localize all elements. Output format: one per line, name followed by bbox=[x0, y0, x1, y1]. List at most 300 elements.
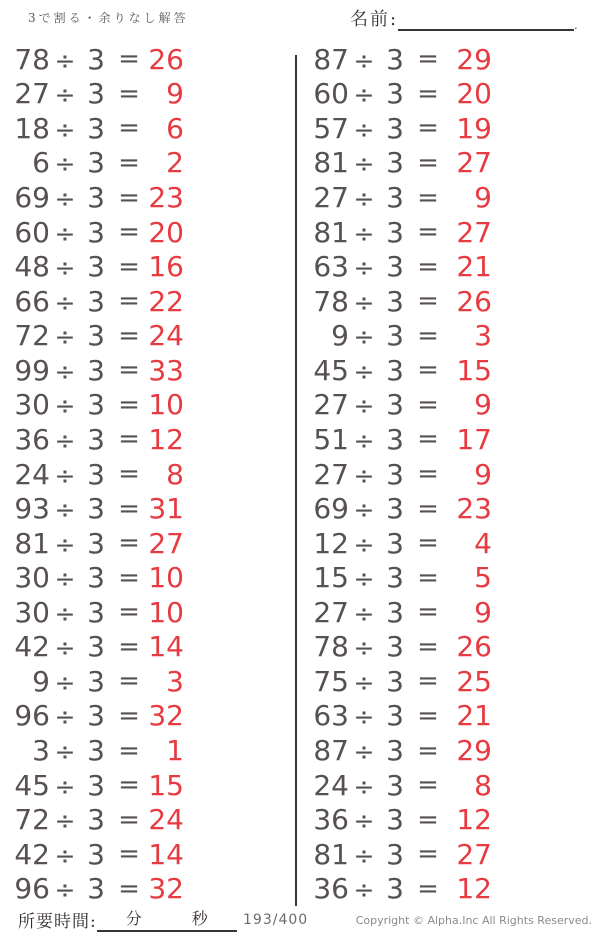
divide-operator: ÷ bbox=[353, 460, 375, 490]
problem-row bbox=[307, 319, 492, 354]
divide-operator: ÷ bbox=[54, 840, 76, 870]
divisor-value: 3 bbox=[386, 664, 404, 698]
divide-operator: ÷ bbox=[353, 149, 375, 179]
divide-operator: ÷ bbox=[54, 598, 76, 628]
divisor-value: 3 bbox=[87, 595, 105, 629]
page-number: 193/400 bbox=[243, 912, 309, 928]
problem-row bbox=[8, 630, 184, 665]
divisor-value: 3 bbox=[386, 146, 404, 180]
equals-sign: = bbox=[417, 286, 439, 317]
dividend-value: 81 bbox=[14, 526, 50, 560]
dividend-value: 27 bbox=[313, 181, 349, 215]
name-label: 名前: bbox=[350, 9, 399, 30]
divisor-value: 3 bbox=[87, 353, 105, 387]
problem-row bbox=[307, 111, 492, 146]
answer-value: 12 bbox=[148, 422, 184, 456]
equals-sign: = bbox=[417, 597, 439, 628]
equals-sign: = bbox=[118, 770, 140, 801]
divisor-value: 3 bbox=[87, 872, 105, 906]
divide-operator: ÷ bbox=[54, 149, 76, 179]
answer-value: 20 bbox=[456, 77, 492, 111]
problem-row bbox=[8, 388, 184, 423]
problems-column-left bbox=[8, 42, 184, 906]
dividend-value: 51 bbox=[313, 422, 349, 456]
divide-operator: ÷ bbox=[353, 598, 375, 628]
divide-operator: ÷ bbox=[353, 45, 375, 75]
equals-sign: = bbox=[118, 459, 140, 490]
answer-value: 9 bbox=[474, 181, 492, 215]
dividend-value: 93 bbox=[14, 492, 50, 526]
divisor-value: 3 bbox=[386, 250, 404, 284]
answer-value: 10 bbox=[148, 595, 184, 629]
divide-operator: ÷ bbox=[353, 529, 375, 559]
equals-sign: = bbox=[417, 113, 439, 144]
answer-value: 32 bbox=[148, 699, 184, 733]
answer-value: 2 bbox=[166, 146, 184, 180]
divisor-value: 3 bbox=[386, 630, 404, 664]
divisor-value: 3 bbox=[87, 319, 105, 353]
equals-sign: = bbox=[118, 182, 140, 213]
name-field bbox=[350, 5, 578, 31]
problem-row bbox=[307, 630, 492, 665]
problem-row bbox=[8, 111, 184, 146]
problem-row bbox=[307, 491, 492, 526]
equals-sign: = bbox=[417, 217, 439, 248]
divide-operator: ÷ bbox=[353, 218, 375, 248]
answer-value: 9 bbox=[166, 77, 184, 111]
answer-value: 33 bbox=[148, 353, 184, 387]
equals-sign: = bbox=[118, 286, 140, 317]
divisor-value: 3 bbox=[386, 353, 404, 387]
equals-sign: = bbox=[417, 424, 439, 455]
dividend-value: 27 bbox=[313, 457, 349, 491]
divisor-value: 3 bbox=[87, 422, 105, 456]
divide-operator: ÷ bbox=[54, 391, 76, 421]
equals-sign: = bbox=[417, 528, 439, 559]
problem-row bbox=[8, 664, 184, 699]
problem-row bbox=[8, 353, 184, 388]
dividend-value: 15 bbox=[313, 561, 349, 595]
divide-operator: ÷ bbox=[54, 737, 76, 767]
dividend-value: 30 bbox=[14, 561, 50, 595]
equals-sign: = bbox=[417, 873, 439, 904]
page-title: 3で割る・余りなし解答 bbox=[28, 11, 189, 25]
name-underline bbox=[398, 7, 574, 31]
dividend-value: 87 bbox=[313, 734, 349, 768]
equals-sign: = bbox=[417, 562, 439, 593]
dividend-value: 24 bbox=[313, 768, 349, 802]
problem-row bbox=[8, 595, 184, 630]
equals-sign: = bbox=[417, 44, 439, 75]
problem-row bbox=[8, 768, 184, 803]
column-divider bbox=[295, 55, 297, 906]
answer-value: 16 bbox=[148, 250, 184, 284]
divisor-value: 3 bbox=[386, 526, 404, 560]
dividend-value: 72 bbox=[14, 803, 50, 837]
divisor-value: 3 bbox=[87, 388, 105, 422]
answer-value: 17 bbox=[456, 422, 492, 456]
answer-value: 23 bbox=[456, 492, 492, 526]
divisor-value: 3 bbox=[386, 457, 404, 491]
dividend-value: 24 bbox=[14, 457, 50, 491]
problem-row bbox=[307, 699, 492, 734]
answer-value: 9 bbox=[474, 595, 492, 629]
dividend-value: 48 bbox=[14, 250, 50, 284]
answer-value: 27 bbox=[456, 215, 492, 249]
divide-operator: ÷ bbox=[54, 495, 76, 525]
divide-operator: ÷ bbox=[54, 184, 76, 214]
equals-sign: = bbox=[118, 217, 140, 248]
divisor-value: 3 bbox=[87, 111, 105, 145]
dividend-value: 30 bbox=[14, 595, 50, 629]
equals-sign: = bbox=[118, 735, 140, 766]
problem-row bbox=[307, 526, 492, 561]
divisor-value: 3 bbox=[87, 42, 105, 76]
dividend-value: 81 bbox=[313, 837, 349, 871]
divisor-value: 3 bbox=[386, 872, 404, 906]
divide-operator: ÷ bbox=[54, 806, 76, 836]
divide-operator: ÷ bbox=[353, 702, 375, 732]
divide-operator: ÷ bbox=[54, 529, 76, 559]
divide-operator: ÷ bbox=[54, 702, 76, 732]
answer-value: 31 bbox=[148, 492, 184, 526]
problem-row bbox=[8, 872, 184, 907]
dividend-value: 45 bbox=[313, 353, 349, 387]
answer-value: 3 bbox=[474, 319, 492, 353]
problem-row bbox=[8, 837, 184, 872]
divide-operator: ÷ bbox=[54, 425, 76, 455]
answer-value: 12 bbox=[456, 803, 492, 837]
equals-sign: = bbox=[417, 78, 439, 109]
problem-row bbox=[8, 146, 184, 181]
copyright: Copyright © Alpha.Inc All Rights Reserved. bbox=[355, 914, 592, 927]
equals-sign: = bbox=[118, 700, 140, 731]
equals-sign: = bbox=[417, 389, 439, 420]
divisor-value: 3 bbox=[386, 319, 404, 353]
equals-sign: = bbox=[417, 770, 439, 801]
divisor-value: 3 bbox=[87, 699, 105, 733]
divide-operator: ÷ bbox=[353, 771, 375, 801]
problem-row bbox=[8, 319, 184, 354]
divisor-value: 3 bbox=[87, 215, 105, 249]
equals-sign: = bbox=[118, 804, 140, 835]
problem-row bbox=[307, 595, 492, 630]
equals-sign: = bbox=[417, 459, 439, 490]
problem-row bbox=[8, 215, 184, 250]
equals-sign: = bbox=[417, 839, 439, 870]
dividend-value: 78 bbox=[14, 42, 50, 76]
answer-value: 5 bbox=[474, 561, 492, 595]
divide-operator: ÷ bbox=[353, 564, 375, 594]
answer-value: 14 bbox=[148, 837, 184, 871]
divisor-value: 3 bbox=[386, 215, 404, 249]
dividend-value: 36 bbox=[313, 803, 349, 837]
dividend-value: 63 bbox=[313, 699, 349, 733]
problem-row bbox=[307, 422, 492, 457]
equals-sign: = bbox=[118, 424, 140, 455]
answer-value: 29 bbox=[456, 734, 492, 768]
answer-value: 10 bbox=[148, 388, 184, 422]
dividend-value: 42 bbox=[14, 630, 50, 664]
dividend-value: 57 bbox=[313, 111, 349, 145]
divide-operator: ÷ bbox=[54, 667, 76, 697]
dividend-value: 27 bbox=[14, 77, 50, 111]
divide-operator: ÷ bbox=[54, 564, 76, 594]
problem-row bbox=[8, 526, 184, 561]
divide-operator: ÷ bbox=[54, 460, 76, 490]
divisor-value: 3 bbox=[386, 492, 404, 526]
minutes-label: 分 bbox=[125, 909, 142, 928]
divisor-value: 3 bbox=[87, 734, 105, 768]
answer-value: 19 bbox=[456, 111, 492, 145]
answer-value: 21 bbox=[456, 699, 492, 733]
divide-operator: ÷ bbox=[353, 114, 375, 144]
answer-value: 32 bbox=[148, 872, 184, 906]
problem-row bbox=[307, 353, 492, 388]
dividend-value: 69 bbox=[14, 181, 50, 215]
problem-row bbox=[8, 457, 184, 492]
problem-row bbox=[307, 837, 492, 872]
equals-sign: = bbox=[118, 78, 140, 109]
equals-sign: = bbox=[118, 666, 140, 697]
dividend-value: 81 bbox=[313, 215, 349, 249]
dividend-value: 72 bbox=[14, 319, 50, 353]
name-line-end-dot: . bbox=[574, 19, 578, 32]
answer-value: 3 bbox=[166, 664, 184, 698]
answer-value: 25 bbox=[456, 664, 492, 698]
answer-value: 23 bbox=[148, 181, 184, 215]
answer-value: 9 bbox=[474, 457, 492, 491]
divide-operator: ÷ bbox=[353, 253, 375, 283]
equals-sign: = bbox=[417, 355, 439, 386]
equals-sign: = bbox=[417, 251, 439, 282]
equals-sign: = bbox=[118, 147, 140, 178]
equals-sign: = bbox=[118, 631, 140, 662]
problem-row bbox=[307, 560, 492, 595]
divisor-value: 3 bbox=[87, 284, 105, 318]
divisor-value: 3 bbox=[386, 595, 404, 629]
divisor-value: 3 bbox=[386, 181, 404, 215]
dividend-value: 78 bbox=[313, 630, 349, 664]
equals-sign: = bbox=[417, 631, 439, 662]
problem-row bbox=[307, 284, 492, 319]
dividend-value: 78 bbox=[313, 284, 349, 318]
divisor-value: 3 bbox=[87, 457, 105, 491]
divisor-value: 3 bbox=[87, 146, 105, 180]
problem-row bbox=[8, 802, 184, 837]
divisor-value: 3 bbox=[87, 664, 105, 698]
equals-sign: = bbox=[118, 355, 140, 386]
divide-operator: ÷ bbox=[54, 80, 76, 110]
divisor-value: 3 bbox=[386, 734, 404, 768]
problem-row bbox=[307, 388, 492, 423]
equals-sign: = bbox=[118, 493, 140, 524]
equals-sign: = bbox=[417, 735, 439, 766]
divide-operator: ÷ bbox=[353, 184, 375, 214]
answer-value: 15 bbox=[148, 768, 184, 802]
answer-value: 26 bbox=[456, 284, 492, 318]
problem-row bbox=[8, 42, 184, 77]
divide-operator: ÷ bbox=[353, 391, 375, 421]
equals-sign: = bbox=[118, 528, 140, 559]
divide-operator: ÷ bbox=[54, 114, 76, 144]
problem-row bbox=[8, 422, 184, 457]
dividend-value: 45 bbox=[14, 768, 50, 802]
problem-row bbox=[307, 802, 492, 837]
equals-sign: = bbox=[417, 320, 439, 351]
answer-value: 6 bbox=[166, 111, 184, 145]
divide-operator: ÷ bbox=[353, 737, 375, 767]
answer-value: 27 bbox=[456, 146, 492, 180]
divide-operator: ÷ bbox=[54, 322, 76, 352]
time-field bbox=[18, 906, 237, 932]
problem-row bbox=[307, 77, 492, 112]
answer-value: 27 bbox=[148, 526, 184, 560]
problem-row bbox=[307, 768, 492, 803]
divide-operator: ÷ bbox=[54, 253, 76, 283]
divide-operator: ÷ bbox=[54, 633, 76, 663]
dividend-value: 6 bbox=[32, 146, 50, 180]
divisor-value: 3 bbox=[386, 422, 404, 456]
divisor-value: 3 bbox=[87, 181, 105, 215]
divisor-value: 3 bbox=[87, 250, 105, 284]
divisor-value: 3 bbox=[386, 77, 404, 111]
divisor-value: 3 bbox=[87, 526, 105, 560]
divisor-value: 3 bbox=[386, 699, 404, 733]
problem-row bbox=[307, 733, 492, 768]
divisor-value: 3 bbox=[87, 768, 105, 802]
dividend-value: 60 bbox=[14, 215, 50, 249]
dividend-value: 69 bbox=[313, 492, 349, 526]
problem-row bbox=[8, 491, 184, 526]
problem-row bbox=[8, 699, 184, 734]
answer-value: 10 bbox=[148, 561, 184, 595]
dividend-value: 9 bbox=[331, 319, 349, 353]
problem-row bbox=[8, 560, 184, 595]
divisor-value: 3 bbox=[386, 284, 404, 318]
dividend-value: 18 bbox=[14, 111, 50, 145]
equals-sign: = bbox=[417, 493, 439, 524]
divisor-value: 3 bbox=[386, 803, 404, 837]
divisor-value: 3 bbox=[87, 561, 105, 595]
problem-row bbox=[8, 284, 184, 319]
divide-operator: ÷ bbox=[353, 667, 375, 697]
dividend-value: 81 bbox=[313, 146, 349, 180]
divide-operator: ÷ bbox=[54, 287, 76, 317]
problem-row bbox=[307, 872, 492, 907]
dividend-value: 63 bbox=[313, 250, 349, 284]
divisor-value: 3 bbox=[87, 630, 105, 664]
divide-operator: ÷ bbox=[353, 322, 375, 352]
dividend-value: 99 bbox=[14, 353, 50, 387]
problems-column-right bbox=[307, 42, 492, 906]
divisor-value: 3 bbox=[386, 388, 404, 422]
problem-row bbox=[307, 180, 492, 215]
divisor-value: 3 bbox=[386, 111, 404, 145]
divide-operator: ÷ bbox=[353, 806, 375, 836]
equals-sign: = bbox=[118, 320, 140, 351]
dividend-value: 12 bbox=[313, 526, 349, 560]
equals-sign: = bbox=[118, 389, 140, 420]
problem-row bbox=[307, 146, 492, 181]
divide-operator: ÷ bbox=[353, 633, 375, 663]
equals-sign: = bbox=[118, 597, 140, 628]
answer-value: 8 bbox=[166, 457, 184, 491]
dividend-value: 96 bbox=[14, 699, 50, 733]
dividend-value: 96 bbox=[14, 872, 50, 906]
divide-operator: ÷ bbox=[353, 875, 375, 905]
dividend-value: 87 bbox=[313, 42, 349, 76]
answer-value: 24 bbox=[148, 803, 184, 837]
divisor-value: 3 bbox=[87, 837, 105, 871]
dividend-value: 27 bbox=[313, 388, 349, 422]
dividend-value: 27 bbox=[313, 595, 349, 629]
divide-operator: ÷ bbox=[54, 45, 76, 75]
problem-row bbox=[307, 215, 492, 250]
problem-row bbox=[307, 42, 492, 77]
answer-value: 26 bbox=[456, 630, 492, 664]
dividend-value: 36 bbox=[14, 422, 50, 456]
answer-value: 9 bbox=[474, 388, 492, 422]
equals-sign: = bbox=[118, 251, 140, 282]
equals-sign: = bbox=[417, 804, 439, 835]
answer-value: 24 bbox=[148, 319, 184, 353]
problem-row bbox=[8, 180, 184, 215]
problem-row bbox=[307, 249, 492, 284]
dividend-value: 30 bbox=[14, 388, 50, 422]
equals-sign: = bbox=[417, 666, 439, 697]
equals-sign: = bbox=[118, 873, 140, 904]
equals-sign: = bbox=[118, 44, 140, 75]
dividend-value: 9 bbox=[32, 664, 50, 698]
answer-value: 15 bbox=[456, 353, 492, 387]
divisor-value: 3 bbox=[386, 561, 404, 595]
problem-row bbox=[8, 249, 184, 284]
divisor-value: 3 bbox=[87, 492, 105, 526]
answer-value: 29 bbox=[456, 42, 492, 76]
answer-value: 22 bbox=[148, 284, 184, 318]
divisor-value: 3 bbox=[386, 42, 404, 76]
divisor-value: 3 bbox=[87, 77, 105, 111]
divisor-value: 3 bbox=[87, 803, 105, 837]
problem-row bbox=[8, 77, 184, 112]
divide-operator: ÷ bbox=[353, 495, 375, 525]
time-label: 所要時間: bbox=[18, 912, 97, 932]
dividend-value: 3 bbox=[32, 734, 50, 768]
answer-value: 27 bbox=[456, 837, 492, 871]
divide-operator: ÷ bbox=[353, 80, 375, 110]
seconds-label: 秒 bbox=[191, 909, 208, 928]
dividend-value: 42 bbox=[14, 837, 50, 871]
divide-operator: ÷ bbox=[54, 356, 76, 386]
dividend-value: 66 bbox=[14, 284, 50, 318]
divide-operator: ÷ bbox=[54, 875, 76, 905]
divide-operator: ÷ bbox=[353, 287, 375, 317]
dividend-value: 36 bbox=[313, 872, 349, 906]
answer-value: 4 bbox=[474, 526, 492, 560]
divide-operator: ÷ bbox=[54, 771, 76, 801]
answer-value: 21 bbox=[456, 250, 492, 284]
equals-sign: = bbox=[118, 839, 140, 870]
divide-operator: ÷ bbox=[353, 840, 375, 870]
divisor-value: 3 bbox=[386, 768, 404, 802]
answer-value: 12 bbox=[456, 872, 492, 906]
answer-value: 8 bbox=[474, 768, 492, 802]
divide-operator: ÷ bbox=[353, 356, 375, 386]
problem-row bbox=[307, 457, 492, 492]
equals-sign: = bbox=[417, 182, 439, 213]
divide-operator: ÷ bbox=[353, 425, 375, 455]
